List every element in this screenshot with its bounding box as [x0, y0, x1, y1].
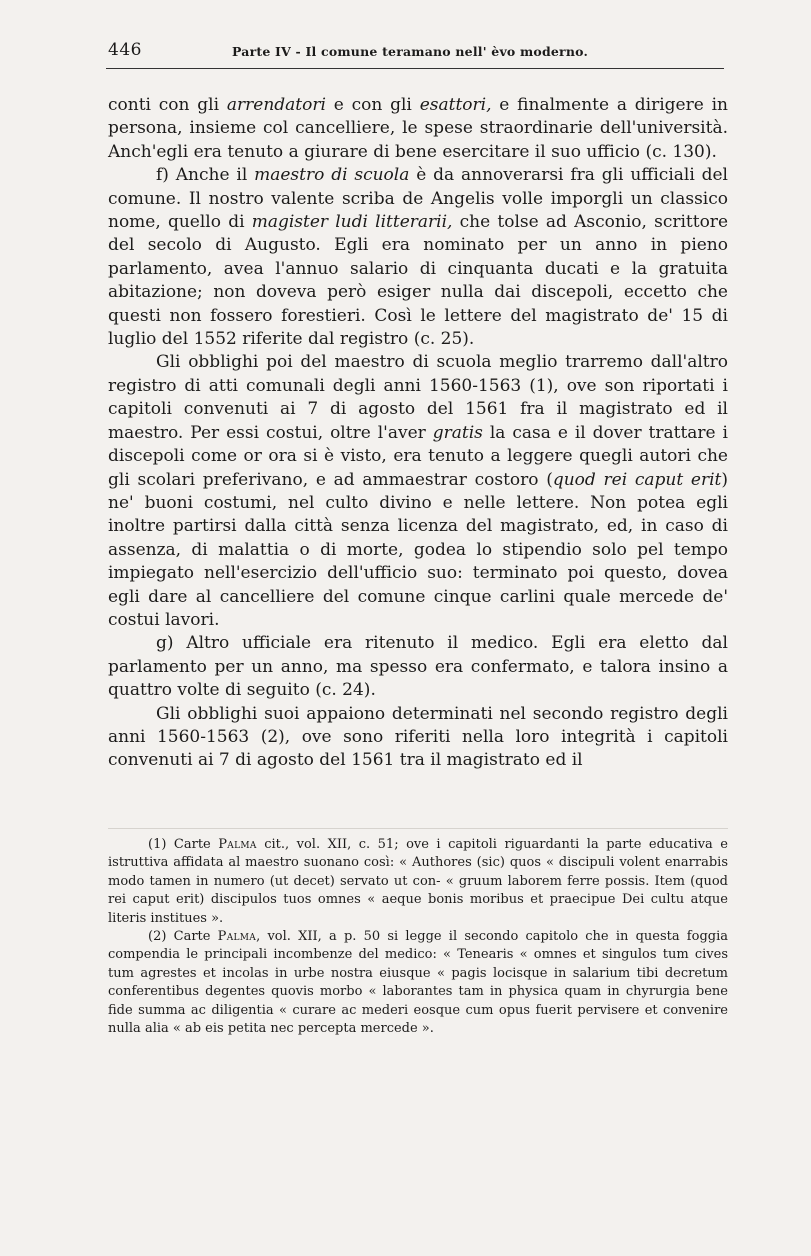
- paragraph-2: f) Anche il maestro di scuola è da annoverarsi fra gli ufficiali del comune. Il nostro valente scriba de Angelis volle imporgli un classico nome, quello di magister ludi litterarii, che tolse ad Asconio, scrittore del secolo di Augusto. Egli era nominato per un anno in pieno parlamento, avea l'annuo salario di cinquanta ducati e la gratuita abitazione; non doveva però esiger nulla dai discepoli, eccetto che questi non fossero forestieri. Così le lettere del magistrato de' 15 di luglio del 1552 riferite dal registro (c. 25).: [108, 165, 728, 350]
- paragraph-4: g) Altro ufficiale era ritenuto il medico. Egli era eletto dal parlamento per un anno, ma spesso era confermato, e talora insino a quattro volte di seguito (c. 24).: [108, 633, 728, 701]
- header-rule: [106, 68, 724, 69]
- page-number: 446: [108, 40, 142, 60]
- footnote-2: (2) Carte Palma, vol. XII, a p. 50 si legge il secondo capitolo che in questa foggia compendia le principali incombenze del medico: « Tenearis « omnes et singulos tum cives tum agrestes et incolas in urbe nostra eiusque « pagis locisque in salarium tibi decretum conferentibus degentes quovis morbo « laborantes tam in physica quam in chyrurgia bene fide summa ac diligentia « curare ac mederi eosque cum opus fuerit pervisere et convenire nulla alia « ab eis petita nec percepta mercede ».: [108, 929, 728, 1037]
- paragraph-5: Gli obblighi suoi appaiono determinati nel secondo registro degli anni 1560-1563 (2), ove sono riferiti nella loro integrità i capitoli convenuti ai 7 di agosto del 1561 tra il magistrato ed il: [108, 703, 728, 771]
- paragraph-1: conti con gli arrendatori e con gli esattori, e finalmente a dirigere in persona, insieme col cancelliere, le spese straordinarie dell'università. Anch'egli era tenuto a giurare di bene esercitare il suo ufficio (c. 130).: [108, 95, 729, 162]
- main-text: [108, 94, 728, 773]
- running-title: Parte IV - Il comune teramano nell' èvo moderno.: [232, 44, 589, 59]
- footnote-1: (1) Carte Palma cit., vol. XII, c. 51; ove i capitoli riguardanti la parte educativa e istruttiva affidata al maestro suonano così: « Authores (sic) quos « discipuli volent enarrabis modo tamen in numero (ut decet) servato ut con- « gruum laborem ferre possis. Item (quod rei caput erit) discipulos tuos omnes « aeque bonis moribus et praecipue Dei cultu atque literis institues ».: [108, 837, 729, 926]
- paragraph-3: Gli obblighi poi del maestro di scuola meglio trarremo dall'altro registro di atti comunali degli anni 1560-1563 (1), ove son riportati i capitoli convenuti ai 7 di agosto del 1561 fra il magistrato ed il maestro. Per essi costui, oltre l'aver gratis la casa e il dover trattare i discepoli come or ora si è visto, era tenuto a leggere quegli autori che gli scolari preferivano, e ad ammaestrar costoro (quod rei caput erit) ne' buoni costumi, nel culto divino e nelle lettere. Non potea egli inoltre partirsi dalla città senza licenza del magistrato, ed, in caso di assenza, di malattia o di morte, godea lo stipendio solo pel tempo impiegato nell'esercizio dell'ufficio suo: terminato poi questo, dovea egli dare al cancelliere del comune cinque carlini quale mercede de' costui lavori.: [108, 352, 728, 630]
- footnotes: [108, 836, 728, 1038]
- running-header: [108, 36, 726, 64]
- footnote-rule: [108, 828, 728, 829]
